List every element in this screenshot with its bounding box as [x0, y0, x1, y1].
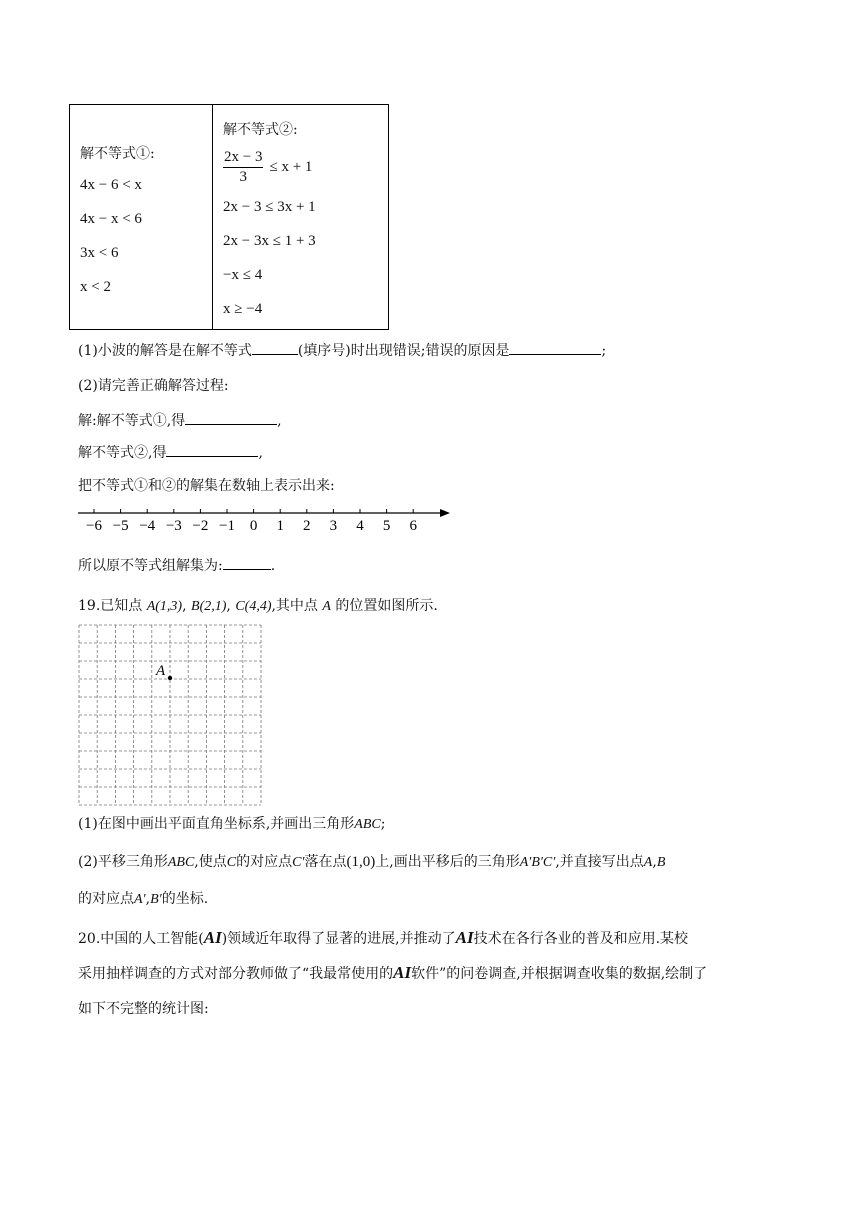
q19-part2-c: ,使点	[194, 854, 227, 870]
q19-part2-line1	[78, 851, 665, 871]
q20-line1-c: 技术在各行各业的普及和应用.某校	[473, 931, 689, 947]
q19-part2-line2	[78, 888, 208, 908]
fraction-denominator: 3	[239, 169, 247, 185]
coordinate-grid	[78, 624, 262, 806]
q18-blank-number[interactable]	[252, 354, 298, 355]
right-step-2: 2x − 3 ≤ 3x + 1	[223, 199, 316, 215]
right-step-3: 2x − 3x ≤ 1 + 3	[223, 233, 316, 249]
q20-line1	[78, 928, 688, 948]
fraction-numerator: 2x − 3	[223, 149, 263, 168]
q19-part2-h: (1,0)	[346, 854, 376, 870]
number-line-tick-label: 2	[303, 518, 311, 534]
q18-sol2-text: 解不等式②,得	[78, 445, 167, 461]
fraction-rest: ≤ x + 1	[269, 159, 313, 175]
q18-part1-text-a: (1)小波的解答是在解不等式	[78, 343, 252, 359]
left-step-1: 4x − 6 < x	[80, 177, 142, 193]
q18-sol2-comma: ,	[258, 445, 263, 461]
q19-stem-a: 19.已知点	[78, 598, 143, 614]
number-line-tick-label: −3	[165, 518, 182, 534]
q19-part2-line2-d: B′	[150, 892, 162, 907]
q19-sep1: ,	[182, 598, 187, 614]
q20-line2-b: 软件”的问卷调查,并根据调查收集的数据,绘制了	[411, 966, 708, 982]
q19-part2-a: (2)平移三角形	[78, 854, 168, 870]
number-line-tick-label: 3	[329, 518, 338, 534]
q18-part1-text-c: ;	[601, 343, 607, 359]
q18-blank-conclusion[interactable]	[223, 569, 271, 570]
q19-part2-line2-a: 的对应点	[78, 891, 134, 907]
q19-part2-j: A′B′C′	[519, 855, 556, 870]
q19-point-a-name: A	[322, 599, 331, 614]
q19-part2-d: C	[226, 855, 237, 870]
q18-sol2	[78, 442, 263, 462]
q18-part2: (2)请完善正确解答过程:	[78, 378, 229, 394]
q19-part2-f: C′	[292, 855, 305, 870]
left-step-3: 3x < 6	[80, 245, 119, 261]
q20-ai-3: AI	[393, 963, 412, 982]
q18-part1-text-b: (填序号)时出现错误;错误的原因是	[297, 343, 510, 359]
number-line-arrow-icon	[440, 509, 450, 517]
number-line-tick-label: −1	[219, 518, 235, 534]
q19-sep2: ,	[226, 598, 231, 614]
number-line-tick-label: 1	[276, 518, 284, 534]
q19-part2-i: 上,画出平移后的三角形	[375, 854, 520, 870]
q20-line1-b: )领域近年取得了显著的进展,并推动了	[221, 931, 456, 947]
q18-conclusion-period: .	[270, 558, 276, 574]
left-step-2: 4x − x < 6	[80, 211, 142, 227]
q19-stem-b: ,其中点	[271, 598, 318, 614]
q19-part1-a: (1)在图中画出平面直角坐标系,并画出三角形	[78, 816, 355, 832]
number-line-tick-label: 0	[249, 518, 258, 534]
right-step-4: −x ≤ 4	[223, 267, 263, 283]
q20-line2-a: 采用抽样调查的方式对部分教师做了“我最常使用的	[78, 966, 394, 982]
q19-part2-line2-b: A′	[134, 892, 146, 907]
q19-part2-g: 落在点	[304, 854, 347, 870]
q19-point-b: B(2,1)	[191, 599, 227, 614]
solution-left-cell	[70, 105, 213, 330]
q19-stem-c: 的位置如图所示.	[335, 598, 438, 614]
number-line-tick-label: 5	[382, 518, 391, 534]
right-title: 解不等式②:	[223, 122, 298, 138]
q19-point-a: A(1,3)	[146, 599, 183, 614]
number-line-tick-label: 4	[356, 518, 364, 534]
solution-right-cell	[213, 105, 389, 330]
q18-conclusion-text: 所以原不等式组解集为:	[78, 558, 223, 574]
point-a-label: A	[156, 663, 166, 679]
q20-ai-2: AI	[455, 928, 474, 947]
q20-line3: 如下不完整的统计图:	[78, 1001, 209, 1017]
q19-part1-b: ABC	[354, 817, 381, 832]
left-step-4: x < 2	[80, 279, 111, 295]
point-a-dot	[168, 676, 172, 680]
q19-part2-e: 的对应点	[236, 854, 293, 870]
number-line-tick-label: −6	[86, 518, 102, 534]
number-line-tick-label: −2	[192, 518, 209, 534]
number-line-tick-label: 6	[409, 518, 417, 534]
q19-part1-c: ;	[380, 816, 386, 832]
q19-part2-l: A	[643, 855, 653, 870]
q19-part2-line2-c: ,	[145, 891, 151, 907]
q18-blank-sol1[interactable]	[185, 424, 277, 425]
right-step-5: x ≥ −4	[223, 301, 263, 317]
q18-sol1-text: 解:解不等式①,得	[78, 413, 186, 429]
q19-part2-k: ,并直接写出点	[555, 854, 644, 870]
q20-line1-a: 20.中国的人工智能(	[78, 931, 204, 947]
q19-part2-m: ,	[652, 854, 657, 870]
q20-line2	[78, 963, 707, 983]
fraction	[223, 149, 263, 186]
q19-part1	[78, 813, 385, 833]
q20-ai-1: AI	[203, 928, 222, 947]
number-line	[70, 500, 460, 540]
number-line-tick-label: −4	[139, 518, 156, 534]
q19-point-c: C(4,4)	[235, 599, 272, 614]
q18-part1	[78, 340, 606, 360]
q18-conclusion	[78, 555, 275, 575]
q18-blank-sol2[interactable]	[166, 456, 258, 457]
number-line-tick-label: −5	[112, 518, 129, 534]
q18-sol1	[78, 410, 282, 430]
q18-sol1-comma: ,	[277, 413, 282, 429]
left-title: 解不等式①:	[80, 146, 155, 162]
right-fraction-line	[223, 149, 312, 186]
q19-part2-line2-e: 的坐标.	[161, 891, 209, 907]
q18-numberline-intro: 把不等式①和②的解集在数轴上表示出来:	[78, 478, 335, 494]
q19-stem	[78, 595, 438, 615]
solution-table	[69, 104, 389, 330]
q19-part2-b: ABC	[167, 855, 195, 870]
q19-part2-n: B	[656, 855, 666, 870]
q18-blank-reason[interactable]	[509, 354, 601, 355]
